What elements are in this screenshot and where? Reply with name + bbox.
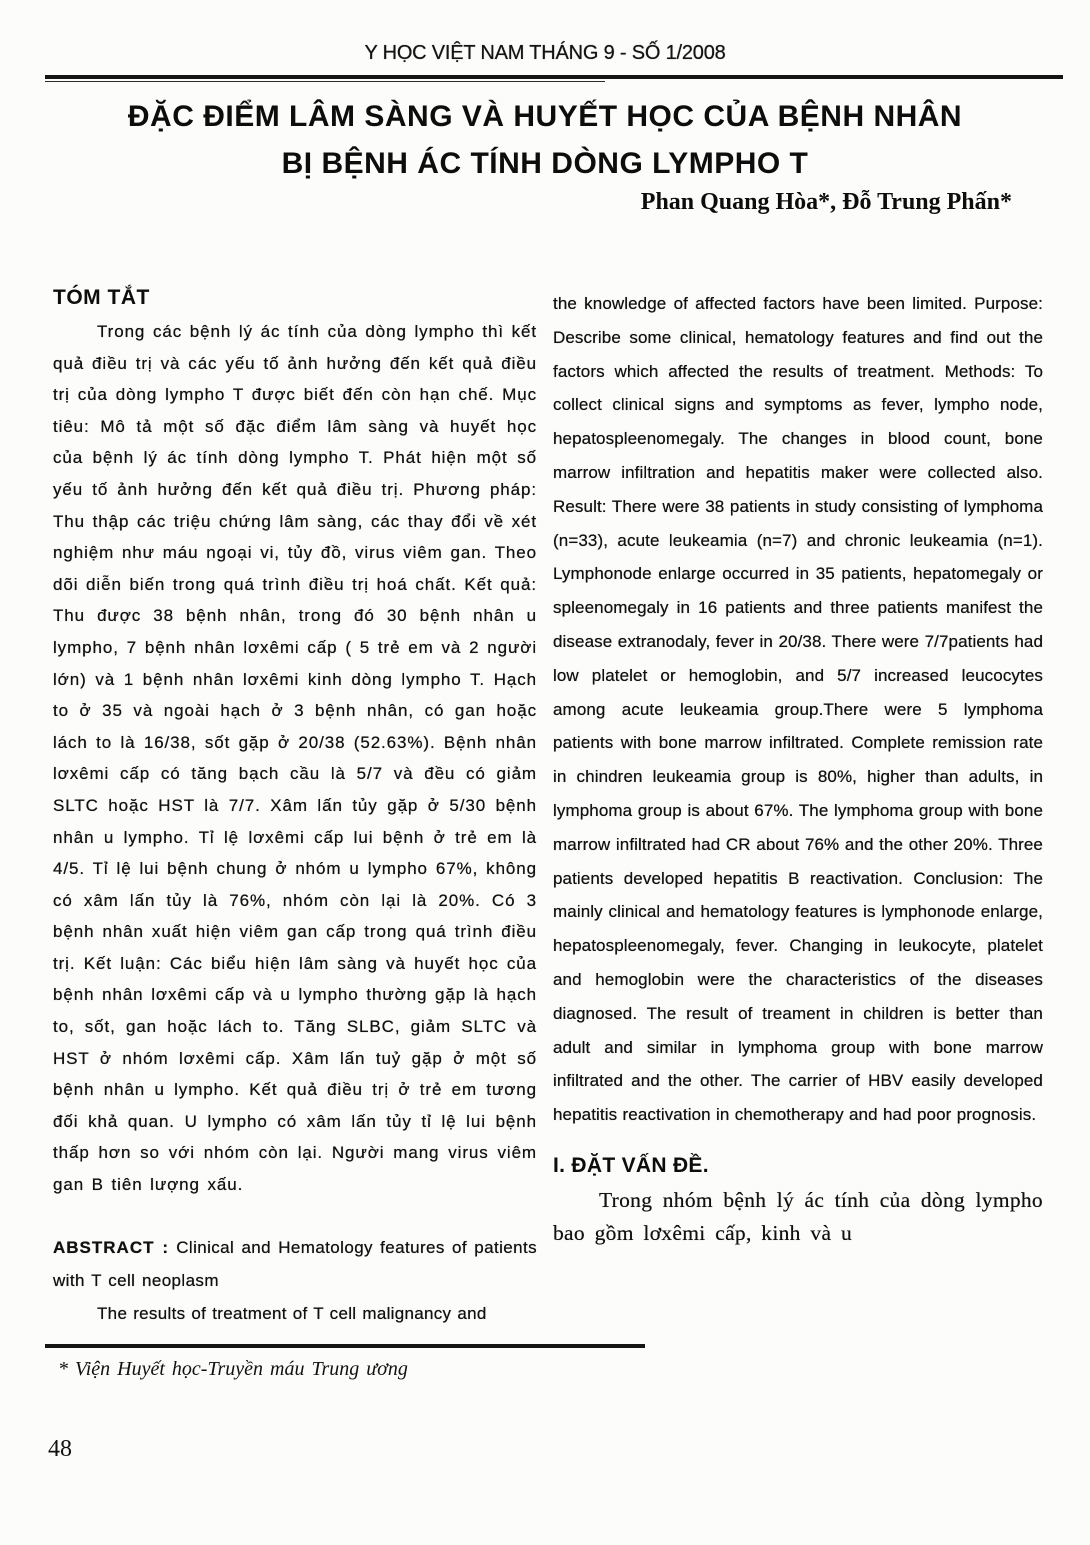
footnote-text: * Viện Huyết học-Truyền máu Trung ương	[58, 1358, 408, 1380]
tom-tat-heading: TÓM TẮT	[53, 286, 150, 309]
vietnamese-abstract-paragraph: Trong các bệnh lý ác tính của dòng lympho thì kết quả điều trị và các yếu tố ảnh hưởng đến kết quả điều trị của dòng lympho T được biết đến còn hạn chế. Mục tiêu: Mô tả một số đặc điểm lâm sàng và huyết học của bệnh lý ác tính dòng lympho T. Phát hiện một số yếu tố ảnh hưởng đến kết quả điều trị. Phương pháp: Thu thập các triệu chứng lâm sàng, các thay đổi về xét nghiệm như máu ngoại vi, tủy đồ, virus viêm gan. Theo dõi diễn biến trong quá trình điều trị hoá chất. Kết quả: Thu được 38 bệnh nhân, trong đó 30 bệnh nhân u lympho, 7 bệnh nhân lơxêmi cấp ( 5 trẻ em và 2 người lớn) và 1 bệnh nhân lơxêmi kinh dòng lympho T. Hạch to ở 35 và ngoài hạch ở 3 bệnh nhân, có gan hoặc lách to là 16/38, sốt gặp ở 20/38 (52.63%). Bệnh nhân lơxêmi cấp có tăng bạch cầu là 5/7 và đều có giảm SLTC hoặc HST là 7/7. Xâm lấn tủy gặp ở 5/30 bệnh nhân u lympho. Tỉ lệ lơxêmi cấp lui bệnh ở trẻ em là 4/5. Tỉ lệ lui bệnh chung ở nhóm u lympho 67%, không có xâm lấn tủy là 76%, nhóm còn lại là 20%. Có 3 bệnh nhân xuất hiện viêm gan cấp trong quá trình điều trị. Kết luận: Các biểu hiện lâm sàng và huyết học của bệnh nhân lơxêmi cấp và u lympho thường gặp là hạch to, sốt, gan hoặc lách to. Tăng SLBC, giảm SLTC và HST ở nhóm lơxêmi cấp. Xâm lấn tuỷ gặp ở một số bệnh nhân u lympho. Kết quả điều trị ở trẻ em tương đối khả quan. U lympho có xâm lấn tủy tỉ lệ lui bệnh thấp hơn so với nhóm còn lại. Người mang virus viêm gan B tiên lượng xấu.	[53, 322, 537, 1195]
right-column	[553, 286, 1043, 1330]
left-column	[53, 286, 537, 1330]
article-title	[0, 93, 1090, 187]
article-title-line2: BỊ BỆNH ÁC TÍNH DÒNG LYMPHO T	[281, 147, 809, 180]
footnote-divider	[45, 1344, 645, 1348]
english-abstract-paragraph: the knowledge of affected factors have been limited. Purpose: Describe some clinical, hematology features and find out the factors which affected the results of treatment. Methods: To collect clinical signs and symptoms as fever, lympho node, hepatospleenomegaly. The changes in blood count, bone marrow infiltration and hepatitis maker were collected also. Result: There were 38 patients in study consisting of lymphoma (n=33), acute leukeamia (n=7) and chronic leukeamia (n=1). Lymphonode enlarge occurred in 35 patients, hepatomegaly or spleenomegaly in 16 patients and three patients manifest the disease extranodaly, fever in 20/38. There were 7/7patients had low platelet or hemoglobin, and 5/7 increased leucocytes among acute leukeamia group.There were 5 lymphoma patients with bone marrow infiltrated. Complete remission rate in chindren leukeamia group is 80%, higher than adults, in lymphoma group is about 67%. The lymphoma group with bone marrow infiltrated had CR about 76% and the other 20%. Three patients developed hepatitis B reactivation. Conclusion: The mainly clinical and hematology features is lymphonode enlarge, hepatospleenomegaly, fever. Changing in leukocyte, platelet and hemoglobin were the characteristics of the diseases diagnosed. The result of treament in children is better than adult and similar in lymphoma group with bone marrow infiltrated and the other. The carrier of HBV easily developed hepatitis reactivation in chemotherapy and had poor prognosis.	[553, 294, 1043, 1125]
two-column-body	[53, 286, 1043, 1330]
authors-line: Phan Quang Hòa*, Đỗ Trung Phấn*	[640, 189, 1012, 215]
journal-header: Y HỌC VIỆT NAM THÁNG 9 - SỐ 1/2008	[364, 42, 726, 64]
introduction-paragraph: Trong nhóm bệnh lý ác tính của dòng lympho bao gồm lơxêmi cấp, kinh và u	[553, 1187, 1043, 1246]
header-divider-echo	[45, 81, 605, 82]
header-divider	[45, 75, 1063, 79]
abstract-label: ABSTRACT :	[53, 1237, 169, 1257]
abstract-en-lead-line: The results of treatment of T cell malignancy and	[97, 1303, 487, 1323]
abstract-en-title: Clinical and Hematology features of patients with T cell neoplasm	[53, 1237, 537, 1290]
page-number: 48	[48, 1436, 72, 1462]
abstract-en-heading-paragraph	[53, 1231, 537, 1297]
section-heading-dat-van-de: I. ĐẶT VẤN ĐỀ.	[553, 1153, 709, 1177]
article-title-line1: ĐẶC ĐIỂM LÂM SÀNG VÀ HUYẾT HỌC CỦA BỆNH NHÂN	[127, 100, 963, 133]
